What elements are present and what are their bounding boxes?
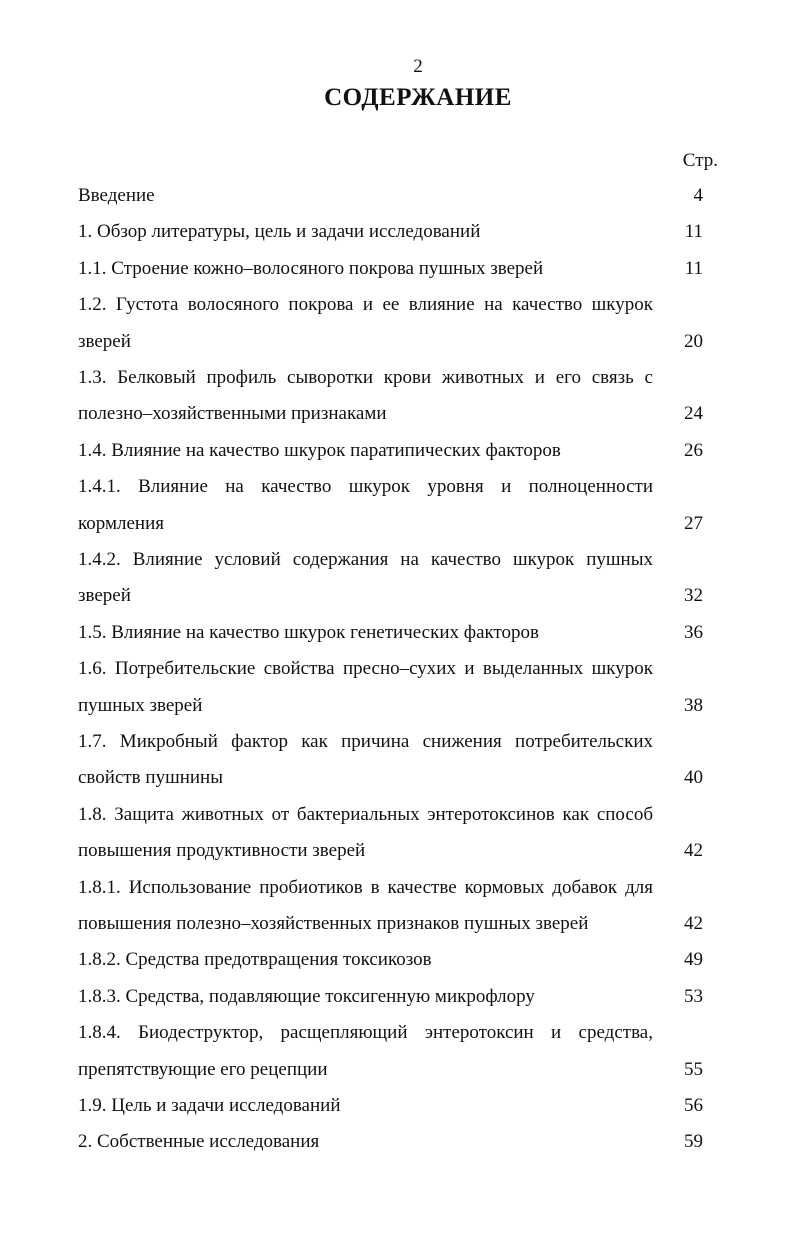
- toc-entry-page: 11: [684, 221, 703, 242]
- toc-entry-page: 40: [684, 767, 703, 788]
- toc-entry-page: 53: [684, 986, 703, 1007]
- toc-entry-text: пушных зверей: [78, 695, 203, 716]
- toc-entry-text: 1.8.3. Средства, подавляющие токсигенную микрофлору: [78, 986, 535, 1007]
- toc-entry-text: зверей: [78, 585, 131, 606]
- page-column-header: Стр.: [682, 150, 718, 171]
- toc-entry-text: 1.4.1. Влияние на качество шкурок уровня и полноценности: [78, 476, 653, 497]
- toc-entry-page: 11: [684, 258, 703, 279]
- toc-entry-page: 27: [684, 513, 703, 534]
- toc-entry-text: препятствующие его рецепции: [78, 1059, 328, 1080]
- toc-entry-text: 1.6. Потребительские свойства пресно–сухих и выделанных шкурок: [78, 658, 653, 679]
- page-number: 2: [413, 56, 423, 77]
- toc-entry-page: 24: [684, 403, 703, 424]
- toc-entry-text: повышения продуктивности зверей: [78, 840, 366, 861]
- toc-entry-text: 1.4. Влияние на качество шкурок паратипических факторов: [78, 440, 561, 461]
- toc-entry-text: 1.8.1. Использование пробиотиков в качестве кормовых добавок для: [78, 877, 653, 898]
- toc-entry-text: 2. Собственные исследования: [78, 1131, 320, 1152]
- toc-entry-text: 1.3. Белковый профиль сыворотки крови животных и его связь с: [78, 367, 653, 388]
- toc-entry-text: повышения полезно–хозяйственных признаков пушных зверей: [78, 913, 589, 934]
- toc-entry-text: 1.9. Цель и задачи исследований: [78, 1095, 341, 1116]
- toc-entry-text: полезно–хозяйственными признаками: [78, 403, 387, 424]
- toc-entry-page: 42: [684, 840, 703, 861]
- toc-entry-text: зверей: [78, 331, 131, 352]
- toc-entry-text: 1.1. Строение кожно–волосяного покрова пушных зверей: [78, 258, 544, 279]
- toc-entry-text: 1.8.2. Средства предотвращения токсикозов: [78, 949, 432, 970]
- toc-entry-text: 1. Обзор литературы, цель и задачи исследований: [78, 221, 481, 242]
- toc-entry-page: 38: [684, 695, 703, 716]
- toc-entry-page: 49: [684, 949, 703, 970]
- toc-entry-page: 59: [684, 1131, 703, 1152]
- toc-entry-text: 1.8.4. Биодеструктор, расщепляющий энтеротоксин и средства,: [78, 1022, 653, 1043]
- toc-entry-text: свойств пушнины: [78, 767, 223, 788]
- toc-entry-page: 26: [684, 440, 703, 461]
- toc-entry-text: 1.2. Густота волосяного покрова и ее влияние на качество шкурок: [78, 294, 653, 315]
- toc-entry-text: Введение: [78, 185, 155, 206]
- toc-entry-page: 32: [684, 585, 703, 606]
- toc-entry-page: 55: [684, 1059, 703, 1080]
- toc-entry-text: 1.4.2. Влияние условий содержания на качество шкурок пушных: [78, 549, 653, 570]
- toc-entry-page: 56: [684, 1095, 703, 1116]
- toc-entry-page: 4: [693, 185, 703, 206]
- toc-entry-text: 1.5. Влияние на качество шкурок генетических факторов: [78, 622, 540, 643]
- toc-entry-text: 1.7. Микробный фактор как причина снижения потребительских: [78, 731, 653, 752]
- toc-entry-text: 1.8. Защита животных от бактериальных энтеротоксинов как способ: [78, 804, 653, 825]
- toc-entry-page: 20: [684, 331, 703, 352]
- page-title: СОДЕРЖАНИЕ: [324, 84, 512, 111]
- toc-entry-page: 42: [684, 913, 703, 934]
- toc-entry-text: кормления: [78, 513, 164, 534]
- toc-entry-page: 36: [684, 622, 703, 643]
